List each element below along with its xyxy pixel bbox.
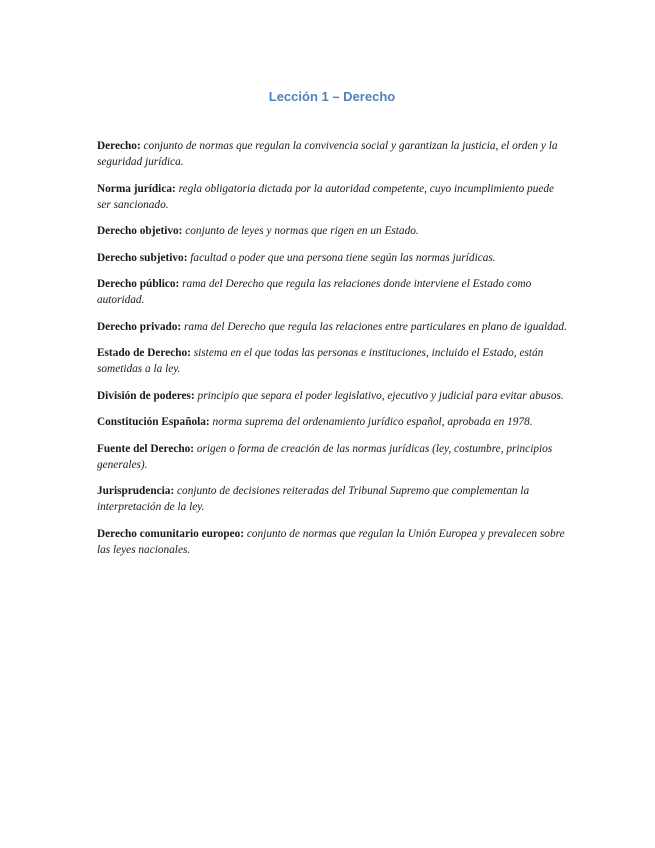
entry-term: Jurisprudencia: (97, 485, 175, 497)
entry-definition: conjunto de leyes y normas que rigen en un Estado. (185, 225, 419, 237)
entry-term: Derecho privado: (97, 320, 182, 333)
entry-definition: regla obligatoria dictada por la autoridad competente, cuyo incumplimiento puede ser sancionado. (97, 182, 555, 211)
entry-definition: rama del Derecho que regula las relaciones entre particulares en plano de igualdad. (184, 320, 567, 333)
entry-constitucion-espanola (97, 414, 567, 430)
entry-definition: conjunto de normas que regulan la Unión Europea y prevalecen sobre las leyes nacionales. (97, 527, 565, 556)
entry-definition: origen o forma de creación de las normas jurídicas (ley, costumbre, principios generales). (97, 442, 553, 471)
entry-term: Norma jurídica: (97, 182, 176, 195)
entry-derecho-comunitario-europeo (97, 526, 567, 558)
entry-term: Derecho público: (97, 278, 180, 290)
entry-definition: facultad o poder que una persona tiene según las normas jurídicas. (190, 251, 496, 264)
entry-derecho-privado (97, 319, 567, 335)
entry-term: División de poderes: (97, 389, 195, 402)
entry-fuente-del-derecho (97, 441, 567, 473)
entry-term: Estado de Derecho: (97, 347, 191, 359)
entry-estado-de-derecho (97, 345, 567, 377)
entry-definition: conjunto de decisiones reiteradas del Tribunal Supremo que complementan la interpretación de la ley. (97, 485, 530, 513)
entry-derecho-publico (97, 276, 567, 308)
entry-term: Derecho comunitario europeo: (97, 527, 245, 540)
entry-term: Fuente del Derecho: (97, 442, 195, 455)
entry-definition: rama del Derecho que regula las relaciones donde interviene el Estado como autoridad. (97, 278, 532, 306)
entry-definition: sistema en el que todas las personas e instituciones, incluido el Estado, están sometidas a la ley. (97, 347, 544, 375)
document-page (97, 88, 567, 568)
entry-derecho-objetivo (97, 223, 567, 239)
entry-definition: conjunto de normas que regulan la convivencia social y garantizan la justicia, el orden y la seguridad jurídica. (97, 140, 558, 168)
entry-jurisprudencia (97, 483, 567, 515)
entry-derecho (97, 138, 567, 170)
entry-derecho-subjetivo (97, 250, 567, 266)
entry-term: Derecho subjetivo: (97, 251, 188, 264)
entry-term: Constitución Española: (97, 416, 210, 428)
entry-definition: principio que separa el poder legislativo, ejecutivo y judicial para evitar abusos. (197, 389, 564, 402)
entry-norma-juridica (97, 181, 567, 213)
entry-division-de-poderes (97, 388, 567, 404)
entry-term: Derecho: (97, 140, 141, 152)
entry-definition: norma suprema del ordenamiento jurídico español, aprobada en 1978. (212, 416, 533, 428)
entry-term: Derecho objetivo: (97, 225, 183, 237)
page-title: Lección 1 – Derecho (268, 89, 396, 104)
